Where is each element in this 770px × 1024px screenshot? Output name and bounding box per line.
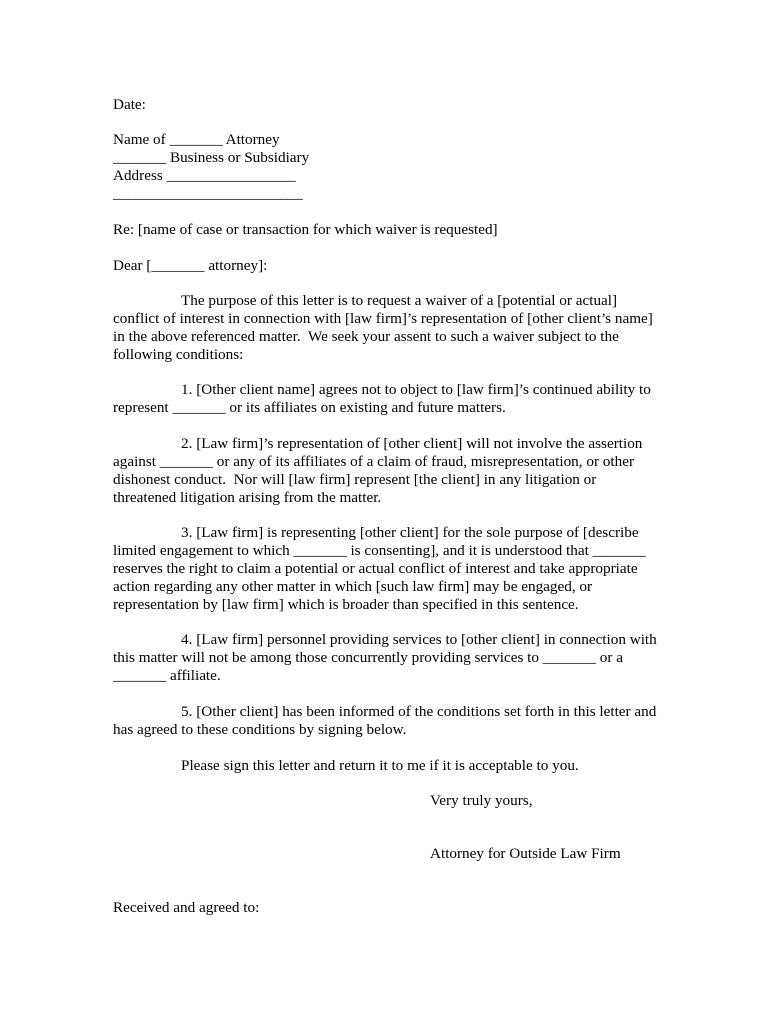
received-and-agreed: Received and agreed to: xyxy=(113,899,260,916)
signature-title: Attorney for Outside Law Firm xyxy=(430,845,621,862)
condition-2-line: 2. [Law firm]’s representation of [other client] will not involve the assertion xyxy=(181,435,643,452)
sign-request: Please sign this letter and return it to me if it is acceptable to you. xyxy=(181,757,579,774)
condition-5-line: 5. [Other client] has been informed of the conditions set forth in this letter and xyxy=(181,703,657,720)
re-line: Re: [name of case or transaction for which waiver is requested] xyxy=(113,221,498,238)
condition-4-line: 4. [Law firm] personnel providing services to [other client] in connection with xyxy=(181,631,657,648)
condition-1-line: represent _______ or its affiliates on existing and future matters. xyxy=(113,399,506,416)
condition-4-line: this matter will not be among those concurrently providing services to _______ or a xyxy=(113,649,623,666)
condition-2-line: against _______ or any of its affiliates of a claim of fraud, misrepresentation, or other xyxy=(113,453,635,470)
condition-3-line: reserves the right to claim a potential or actual conflict of interest and take appropriate xyxy=(113,560,638,577)
recipient-business-line: _______ Business or Subsidiary xyxy=(113,149,310,166)
recipient-name-line: Name of _______ Attorney xyxy=(113,131,280,148)
intro-line: The purpose of this letter is to request a waiver of a [potential or actual] xyxy=(181,292,618,309)
condition-3-line: action regarding any other matter in which [such law firm] may be engaged, or xyxy=(113,578,593,595)
intro-line: following conditions: xyxy=(113,346,244,363)
condition-1-line: 1. [Other client name] agrees not to object to [law firm]’s continued ability to xyxy=(181,381,651,398)
closing: Very truly yours, xyxy=(430,792,533,809)
intro-line: conflict of interest in connection with [law firm]’s representation of [other client’s name] xyxy=(113,310,653,327)
condition-3-line: 3. [Law firm] is representing [other client] for the sole purpose of [describe xyxy=(181,524,639,541)
condition-2-line: dishonest conduct. Nor will [law firm] represent [the client] in any litigation or xyxy=(113,471,597,488)
condition-4-line: _______ affiliate. xyxy=(113,667,221,684)
condition-3-line: representation by [law firm] which is broader than specified in this sentence. xyxy=(113,596,579,613)
date-label: Date: xyxy=(113,96,146,113)
salutation: Dear [_______ attorney]: xyxy=(113,257,268,274)
condition-3-line: limited engagement to which _______ is consenting], and it is understood that _______ xyxy=(113,542,646,559)
recipient-address-line-2: _________________________ xyxy=(113,185,303,202)
condition-5-line: has agreed to these conditions by signing below. xyxy=(113,721,407,738)
condition-2-line: threatened litigation arising from the matter. xyxy=(113,489,382,506)
intro-line: in the above referenced matter. We seek your assent to such a waiver subject to the xyxy=(113,328,619,345)
recipient-address-line: Address _________________ xyxy=(113,167,296,184)
